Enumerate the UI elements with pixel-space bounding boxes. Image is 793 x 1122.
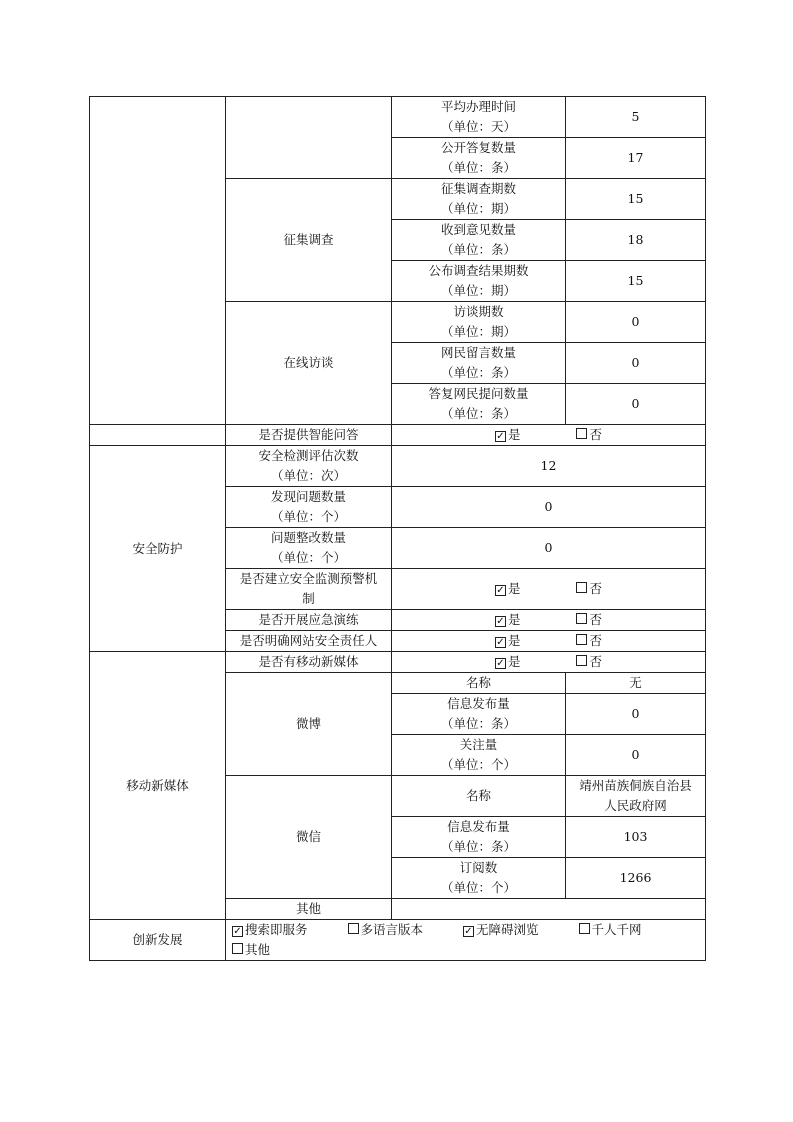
survey-opinions-value: 18 <box>566 220 706 261</box>
survey-results-value: 15 <box>566 261 706 302</box>
interview-messages-value: 0 <box>566 343 706 384</box>
smart-qa-row-blank <box>90 425 226 446</box>
innovation-option-2[interactable]: ✓ 无障碍浏览 <box>464 922 539 937</box>
checked-box-icon: ✓ <box>464 926 473 937</box>
weibo-subsection: 微博 <box>226 673 392 776</box>
avg-time-label: 平均办理时间 （单位：天） <box>392 97 566 138</box>
security-fixed-value: 0 <box>392 528 706 569</box>
survey-periods-label: 征集调查期数 （单位：期） <box>392 179 566 220</box>
drill-yes[interactable]: ✓ 是 <box>496 612 521 627</box>
empty-box-icon <box>348 923 359 934</box>
security-fixed-label: 问题整改数量 （单位：个） <box>226 528 392 569</box>
empty-box-icon <box>576 428 587 439</box>
subsection-cell-blank <box>226 97 392 179</box>
smart-qa-yes[interactable]: ✓ 是 <box>496 427 521 442</box>
weibo-followers-value: 0 <box>566 735 706 776</box>
security-monitor-label: 是否建立安全监测预警机 制 <box>226 569 392 610</box>
monitor-no[interactable]: 否 <box>576 579 602 599</box>
interview-messages-label: 网民留言数量 （单位：条） <box>392 343 566 384</box>
mobile-yes[interactable]: ✓ 是 <box>496 654 521 669</box>
security-drill-label: 是否开展应急演练 <box>226 610 392 631</box>
security-assess-value: 12 <box>392 446 706 487</box>
innovation-option-0[interactable]: ✓ 搜索即服务 <box>233 922 308 937</box>
empty-box-icon <box>576 582 587 593</box>
security-assess-label: 安全检测评估次数 （单位：次） <box>226 446 392 487</box>
security-owner-label: 是否明确网站安全责任人 <box>226 631 392 652</box>
reply-count-label: 公开答复数量 （单位：条） <box>392 138 566 179</box>
drill-no[interactable]: 否 <box>576 610 602 630</box>
security-owner-options <box>392 631 706 652</box>
reply-count-value: 17 <box>566 138 706 179</box>
report-page <box>89 96 705 961</box>
survey-opinions-label: 收到意见数量 （单位：条） <box>392 220 566 261</box>
wechat-posts-label: 信息发布量 （单位：条） <box>392 817 566 858</box>
interview-periods-label: 访谈期数 （单位：期） <box>392 302 566 343</box>
mobile-section: 移动新媒体 <box>90 652 226 920</box>
wechat-posts-value: 103 <box>566 817 706 858</box>
checked-box-icon: ✓ <box>233 926 242 937</box>
checked-box-icon: ✓ <box>496 585 505 596</box>
mobile-other-value <box>392 899 706 920</box>
checked-box-icon: ✓ <box>496 658 505 669</box>
innovation-option-4[interactable]: 其他 <box>232 940 270 960</box>
checked-box-icon: ✓ <box>496 431 505 442</box>
survey-periods-value: 15 <box>566 179 706 220</box>
weibo-name-label: 名称 <box>392 673 566 694</box>
avg-time-value: 5 <box>566 97 706 138</box>
owner-yes[interactable]: ✓ 是 <box>496 633 521 648</box>
monitor-yes[interactable]: ✓ 是 <box>496 581 521 596</box>
empty-box-icon <box>576 634 587 645</box>
interview-subsection: 在线访谈 <box>226 302 392 425</box>
interview-answers-value: 0 <box>566 384 706 425</box>
website-report-table <box>89 96 706 961</box>
mobile-other-label: 其他 <box>226 899 392 920</box>
mobile-has-label: 是否有移动新媒体 <box>226 652 392 673</box>
innovation-section: 创新发展 <box>90 920 226 961</box>
security-issues-label: 发现问题数量 （单位：个） <box>226 487 392 528</box>
wechat-subsection: 微信 <box>226 776 392 899</box>
survey-subsection: 征集调查 <box>226 179 392 302</box>
weibo-posts-label: 信息发布量 （单位：条） <box>392 694 566 735</box>
empty-box-icon <box>576 613 587 624</box>
smart-qa-label: 是否提供智能问答 <box>226 425 392 446</box>
checked-box-icon: ✓ <box>496 616 505 627</box>
empty-box-icon <box>576 655 587 666</box>
mobile-has-options <box>392 652 706 673</box>
wechat-subs-value: 1266 <box>566 858 706 899</box>
security-section: 安全防护 <box>90 446 226 652</box>
checked-box-icon: ✓ <box>496 637 505 648</box>
owner-no[interactable]: 否 <box>576 631 602 651</box>
security-issues-value: 0 <box>392 487 706 528</box>
mobile-no[interactable]: 否 <box>576 652 602 672</box>
wechat-subs-label: 订阅数 （单位：个） <box>392 858 566 899</box>
empty-box-icon <box>232 943 243 954</box>
security-monitor-options <box>392 569 706 610</box>
innovation-options <box>226 920 706 961</box>
interview-periods-value: 0 <box>566 302 706 343</box>
weibo-name-value: 无 <box>566 673 706 694</box>
smart-qa-no[interactable]: 否 <box>576 425 602 445</box>
section-cell-continued <box>90 97 226 425</box>
weibo-followers-label: 关注量 （单位：个） <box>392 735 566 776</box>
smart-qa-options <box>392 425 706 446</box>
wechat-name-value: 靖州苗族侗族自治县 人民政府网 <box>566 776 706 817</box>
weibo-posts-value: 0 <box>566 694 706 735</box>
survey-results-label: 公布调查结果期数 （单位：期） <box>392 261 566 302</box>
innovation-option-1[interactable]: 多语言版本 <box>348 920 424 940</box>
wechat-name-label: 名称 <box>392 776 566 817</box>
empty-box-icon <box>579 923 590 934</box>
security-drill-options <box>392 610 706 631</box>
interview-answers-label: 答复网民提问数量 （单位：条） <box>392 384 566 425</box>
innovation-option-3[interactable]: 千人千网 <box>579 920 642 940</box>
